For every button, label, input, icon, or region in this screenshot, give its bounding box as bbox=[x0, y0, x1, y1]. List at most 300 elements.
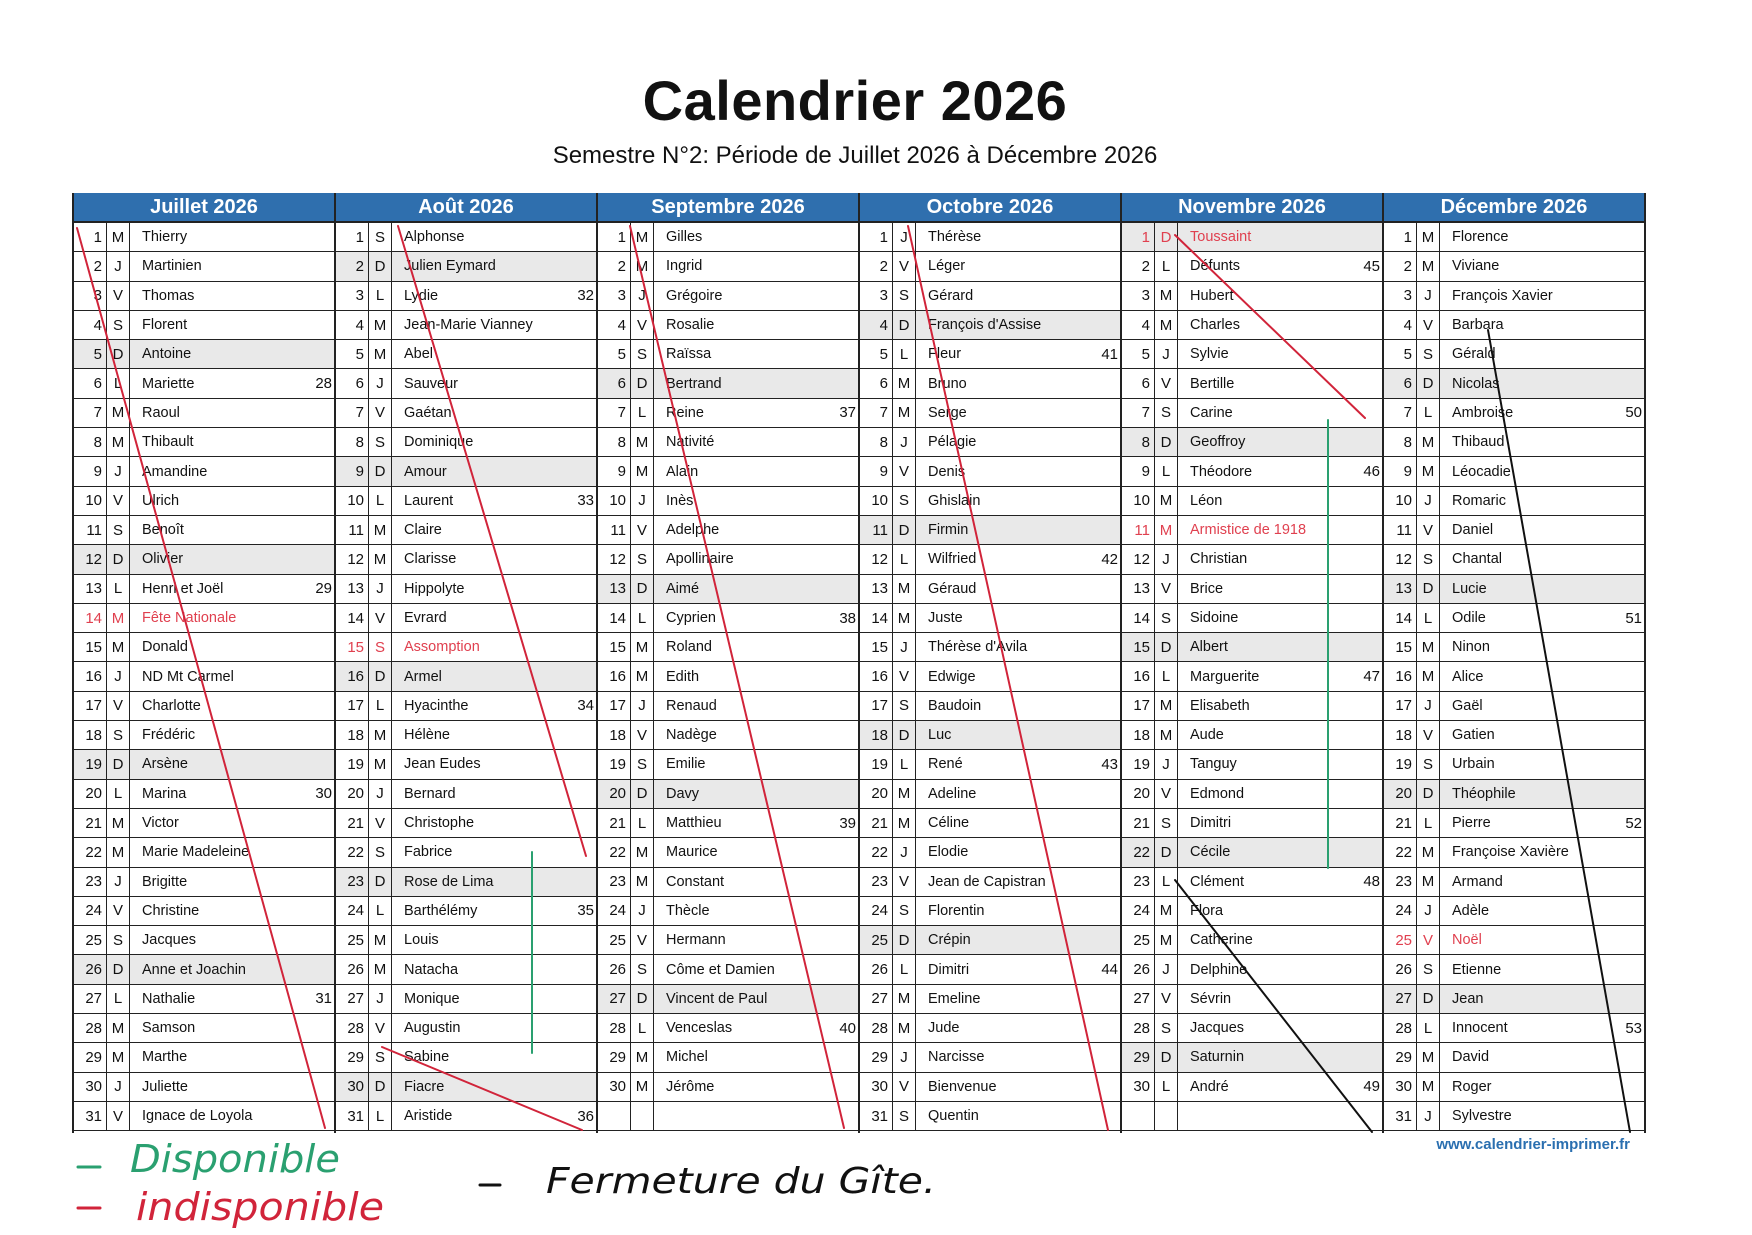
day-number: 26 bbox=[598, 955, 631, 983]
day-of-week: L bbox=[631, 604, 654, 632]
day-number: 19 bbox=[1384, 750, 1417, 778]
saint-name: Jean-Marie Vianney bbox=[404, 317, 533, 334]
day-of-week: J bbox=[631, 282, 654, 310]
day-number: 12 bbox=[598, 545, 631, 573]
saint-name: Sylvestre bbox=[1452, 1108, 1512, 1125]
day-number: 30 bbox=[860, 1073, 893, 1101]
day-of-week: D bbox=[369, 457, 392, 485]
day-of-week: M bbox=[369, 545, 392, 573]
day-of-week: L bbox=[1155, 252, 1178, 280]
day-number: 10 bbox=[598, 487, 631, 515]
day-of-week: M bbox=[1155, 897, 1178, 925]
saint-name: Léocadie bbox=[1452, 463, 1511, 480]
saint-name: Côme et Damien bbox=[666, 961, 775, 978]
day-number: 18 bbox=[598, 721, 631, 749]
day-of-week: D bbox=[893, 926, 916, 954]
day-number: 1 bbox=[74, 223, 107, 251]
saint-name: Barthélémy bbox=[404, 902, 478, 919]
day-number: 5 bbox=[860, 340, 893, 368]
saint-name: Armel bbox=[404, 668, 442, 685]
red-strike-nov bbox=[1175, 235, 1365, 418]
day-of-week: M bbox=[893, 809, 916, 837]
day-of-week: M bbox=[631, 838, 654, 866]
day-number: 10 bbox=[1122, 487, 1155, 515]
day-number: 16 bbox=[598, 662, 631, 690]
day-of-week: M bbox=[369, 721, 392, 749]
saint-name: Jacques bbox=[142, 932, 197, 949]
day-number: 14 bbox=[74, 604, 107, 632]
day-number: 5 bbox=[1122, 340, 1155, 368]
saint-name: Quentin bbox=[928, 1108, 979, 1125]
day-number: 7 bbox=[1122, 399, 1155, 427]
day-of-week: V bbox=[1155, 985, 1178, 1013]
day-number: 2 bbox=[598, 252, 631, 280]
day-number: 17 bbox=[1384, 692, 1417, 720]
saint-name: Ignace de Loyola bbox=[142, 1108, 253, 1125]
saint-name: Cécile bbox=[1190, 844, 1231, 861]
saint-name: Gatien bbox=[1452, 727, 1495, 744]
saint-name: Inès bbox=[666, 492, 694, 509]
day-of-week: V bbox=[369, 604, 392, 632]
day-number: 25 bbox=[860, 926, 893, 954]
month-header: Août 2026 bbox=[336, 193, 596, 223]
day-number: 11 bbox=[1122, 516, 1155, 544]
day-number: 4 bbox=[1384, 311, 1417, 339]
day-number: 1 bbox=[860, 223, 893, 251]
day-number: 22 bbox=[1384, 838, 1417, 866]
day-number: 19 bbox=[860, 750, 893, 778]
day-of-week: M bbox=[1155, 721, 1178, 749]
day-of-week: M bbox=[893, 1014, 916, 1042]
saint-name: Constant bbox=[666, 873, 725, 890]
day-number: 20 bbox=[74, 780, 107, 808]
day-number: 28 bbox=[598, 1014, 631, 1042]
saint-name: Crépin bbox=[928, 932, 971, 949]
week-number: 53 bbox=[1625, 1019, 1642, 1037]
green-lines bbox=[532, 420, 1328, 1053]
day-of-week: M bbox=[893, 369, 916, 397]
day-of-week: D bbox=[631, 369, 654, 397]
saint-name: Hubert bbox=[1190, 287, 1234, 304]
day-of-week: S bbox=[369, 428, 392, 456]
saint-name: Alice bbox=[1452, 668, 1484, 685]
saint-name: Louis bbox=[404, 932, 439, 949]
week-number: 30 bbox=[315, 785, 332, 803]
day-number: 23 bbox=[1122, 868, 1155, 896]
red-strike-aout-1 bbox=[398, 226, 586, 856]
day-of-week: M bbox=[1417, 428, 1440, 456]
saint-name: Evrard bbox=[404, 610, 447, 626]
day-of-week: M bbox=[893, 780, 916, 808]
day-of-week: V bbox=[893, 252, 916, 280]
saint-name: Michel bbox=[666, 1049, 708, 1066]
saint-name: Brigitte bbox=[142, 873, 188, 890]
saint-name: Dominique bbox=[404, 434, 474, 451]
day-of-week: S bbox=[631, 545, 654, 573]
day-number: 28 bbox=[860, 1014, 893, 1042]
day-of-week: M bbox=[107, 223, 130, 251]
saint-name: Roland bbox=[666, 639, 712, 656]
saint-name: Bertille bbox=[1190, 375, 1235, 392]
week-number: 40 bbox=[839, 1019, 856, 1037]
day-of-week: J bbox=[369, 985, 392, 1013]
day-of-week: M bbox=[369, 750, 392, 778]
week-number: 35 bbox=[577, 902, 594, 920]
saint-name: Wilfried bbox=[928, 551, 977, 568]
day-number: 3 bbox=[336, 282, 369, 310]
day-of-week: M bbox=[631, 457, 654, 485]
saint-name: Géraud bbox=[928, 580, 977, 597]
week-number: 47 bbox=[1363, 668, 1380, 686]
day-number: 28 bbox=[74, 1014, 107, 1042]
day-of-week: L bbox=[369, 692, 392, 720]
day-number: 6 bbox=[860, 369, 893, 397]
day-of-week: S bbox=[1155, 1014, 1178, 1042]
day-number: 21 bbox=[598, 809, 631, 837]
day-number: 5 bbox=[336, 340, 369, 368]
day-number: 7 bbox=[860, 399, 893, 427]
saint-name: Assomption bbox=[404, 639, 480, 656]
saint-name: Dimitri bbox=[1190, 815, 1232, 832]
saint-name: Amour bbox=[404, 463, 447, 480]
day-number: 17 bbox=[860, 692, 893, 720]
saint-name: Davy bbox=[666, 785, 700, 802]
day-of-week: M bbox=[631, 1073, 654, 1101]
day-number: 10 bbox=[860, 487, 893, 515]
day-of-week: V bbox=[107, 1102, 130, 1130]
day-of-week: V bbox=[631, 721, 654, 749]
red-strike-aout-2 bbox=[382, 1047, 582, 1130]
day-of-week: M bbox=[1417, 223, 1440, 251]
saint-name: Pierre bbox=[1452, 815, 1491, 832]
saint-name: Léon bbox=[1190, 492, 1223, 509]
day-of-week: M bbox=[1417, 457, 1440, 485]
week-number: 43 bbox=[1101, 755, 1118, 773]
day-of-week: J bbox=[893, 223, 916, 251]
black-strike-nov bbox=[1175, 880, 1372, 1132]
day-number: 16 bbox=[336, 662, 369, 690]
day-of-week: D bbox=[893, 721, 916, 749]
day-number: 30 bbox=[74, 1073, 107, 1101]
saint-name: Amandine bbox=[142, 463, 208, 480]
day-of-week: D bbox=[893, 311, 916, 339]
day-of-week: M bbox=[107, 1014, 130, 1042]
day-of-week: J bbox=[893, 1043, 916, 1071]
day-of-week: J bbox=[1155, 955, 1178, 983]
day-of-week: J bbox=[1155, 340, 1178, 368]
saint-name: Victor bbox=[142, 815, 179, 832]
day-number: 10 bbox=[336, 487, 369, 515]
day-of-week: L bbox=[631, 399, 654, 427]
saint-name: François Xavier bbox=[1452, 287, 1553, 304]
saint-name: Jean Eudes bbox=[404, 756, 481, 773]
day-number: 15 bbox=[336, 633, 369, 661]
day-of-week: M bbox=[1155, 282, 1178, 310]
day-of-week: M bbox=[107, 633, 130, 661]
day-number: 20 bbox=[1384, 780, 1417, 808]
day-number: 30 bbox=[598, 1073, 631, 1101]
week-number: 44 bbox=[1101, 961, 1118, 979]
saint-name: Sylvie bbox=[1190, 346, 1229, 363]
day-number: 9 bbox=[1384, 457, 1417, 485]
day-of-week: M bbox=[1417, 838, 1440, 866]
day-of-week: J bbox=[369, 369, 392, 397]
day-number: 1 bbox=[1122, 223, 1155, 251]
day-number: 23 bbox=[860, 868, 893, 896]
saint-name: Noël bbox=[1452, 932, 1482, 949]
page-title: Calendrier 2026 bbox=[642, 69, 1068, 132]
day-of-week: M bbox=[107, 809, 130, 837]
day-of-week: V bbox=[1417, 721, 1440, 749]
saint-name: Urbain bbox=[1452, 756, 1495, 773]
day-number: 24 bbox=[74, 897, 107, 925]
saint-name: Dimitri bbox=[928, 961, 970, 978]
day-of-week: J bbox=[1417, 487, 1440, 515]
week-number: 38 bbox=[839, 609, 856, 627]
saint-name: Chantal bbox=[1452, 551, 1502, 568]
day-number: 10 bbox=[74, 487, 107, 515]
week-number: 32 bbox=[577, 287, 594, 305]
day-number: 22 bbox=[598, 838, 631, 866]
day-number: 14 bbox=[1384, 604, 1417, 632]
month-header: Juillet 2026 bbox=[74, 193, 334, 223]
month-header: Novembre 2026 bbox=[1122, 193, 1382, 223]
day-of-week: M bbox=[1417, 662, 1440, 690]
day-number: 11 bbox=[598, 516, 631, 544]
day-number: 25 bbox=[1384, 926, 1417, 954]
saint-name: Gaétan bbox=[404, 404, 452, 421]
day-number: 3 bbox=[1122, 282, 1155, 310]
saint-name: Baudoin bbox=[928, 697, 982, 714]
day-of-week: V bbox=[1417, 311, 1440, 339]
saint-name: Elisabeth bbox=[1190, 697, 1250, 714]
day-of-week: V bbox=[107, 487, 130, 515]
saint-name: Tanguy bbox=[1190, 756, 1237, 773]
day-of-week: D bbox=[369, 868, 392, 896]
day-number: 9 bbox=[74, 457, 107, 485]
day-of-week: V bbox=[1155, 369, 1178, 397]
day-number: 30 bbox=[336, 1073, 369, 1101]
saint-name: Aude bbox=[1190, 727, 1224, 744]
day-of-week: V bbox=[631, 926, 654, 954]
saint-name: Armistice de 1918 bbox=[1190, 522, 1307, 539]
day-number: 17 bbox=[74, 692, 107, 720]
day-number: 27 bbox=[336, 985, 369, 1013]
week-number: 31 bbox=[315, 990, 332, 1008]
day-number: 15 bbox=[860, 633, 893, 661]
day-number: 14 bbox=[598, 604, 631, 632]
saint-name: Natacha bbox=[404, 961, 459, 978]
week-number: 52 bbox=[1625, 814, 1642, 832]
day-number: 22 bbox=[74, 838, 107, 866]
saint-name: Martinien bbox=[142, 258, 202, 275]
saint-name: Benoît bbox=[142, 522, 184, 539]
saint-name: Claire bbox=[404, 522, 442, 539]
saint-name: Lucie bbox=[1452, 580, 1487, 597]
month-header: Décembre 2026 bbox=[1384, 193, 1644, 223]
saint-name: Charles bbox=[1190, 317, 1240, 334]
day-number: 11 bbox=[860, 516, 893, 544]
day-number: 5 bbox=[598, 340, 631, 368]
day-of-week: L bbox=[893, 955, 916, 983]
day-number: 2 bbox=[336, 252, 369, 280]
day-of-week: M bbox=[1155, 692, 1178, 720]
day-of-week: M bbox=[893, 985, 916, 1013]
day-number: 20 bbox=[598, 780, 631, 808]
day-number: 6 bbox=[74, 369, 107, 397]
day-number: 13 bbox=[1384, 575, 1417, 603]
saint-name: Christian bbox=[1190, 551, 1248, 568]
day-of-week: L bbox=[1417, 809, 1440, 837]
day-number: 28 bbox=[1122, 1014, 1155, 1042]
saint-name: Nativité bbox=[666, 434, 715, 451]
day-number: 26 bbox=[336, 955, 369, 983]
saint-name: Alphonse bbox=[404, 229, 465, 246]
saint-name: Sauveur bbox=[404, 375, 459, 392]
day-of-week: J bbox=[107, 1073, 130, 1101]
day-number: 12 bbox=[1122, 545, 1155, 573]
day-number: 24 bbox=[1122, 897, 1155, 925]
saint-name: Nathalie bbox=[142, 990, 196, 1007]
day-of-week: V bbox=[893, 1073, 916, 1101]
day-number: 6 bbox=[1122, 369, 1155, 397]
day-number: 8 bbox=[1384, 428, 1417, 456]
day-number: 10 bbox=[1384, 487, 1417, 515]
day-of-week: L bbox=[1155, 662, 1178, 690]
saint-name: Antoine bbox=[142, 346, 192, 363]
day-of-week: S bbox=[1155, 399, 1178, 427]
saint-name: Bienvenue bbox=[928, 1078, 997, 1095]
week-number: 33 bbox=[577, 492, 594, 510]
saint-name: Armand bbox=[1452, 873, 1503, 890]
saint-name: Adelphe bbox=[666, 522, 720, 539]
week-number: 36 bbox=[577, 1107, 594, 1125]
day-of-week: J bbox=[893, 633, 916, 661]
day-of-week: D bbox=[369, 1073, 392, 1101]
day-of-week: M bbox=[893, 399, 916, 427]
day-of-week: S bbox=[369, 633, 392, 661]
saint-name: Flora bbox=[1190, 902, 1224, 919]
saint-name: Théophile bbox=[1452, 785, 1516, 802]
day-of-week: L bbox=[893, 545, 916, 573]
day-of-week: J bbox=[893, 838, 916, 866]
saint-name: Fabrice bbox=[404, 844, 453, 861]
saint-name: Edwige bbox=[928, 668, 976, 685]
day-of-week: S bbox=[893, 282, 916, 310]
saint-name: Romaric bbox=[1452, 492, 1506, 509]
day-of-week: S bbox=[1417, 750, 1440, 778]
saint-name: Thècle bbox=[666, 902, 710, 919]
saint-name: Carine bbox=[1190, 404, 1233, 421]
day-of-week: J bbox=[1155, 750, 1178, 778]
day-number: 21 bbox=[1122, 809, 1155, 837]
day-number: 29 bbox=[598, 1043, 631, 1071]
saint-name: Défunts bbox=[1190, 258, 1240, 275]
day-number: 4 bbox=[1122, 311, 1155, 339]
saint-name: Arsène bbox=[142, 756, 188, 773]
saint-name: André bbox=[1190, 1078, 1229, 1095]
saint-name: Léger bbox=[928, 258, 966, 275]
saint-name: Julien Eymard bbox=[404, 258, 496, 275]
day-number: 19 bbox=[74, 750, 107, 778]
day-of-week: L bbox=[107, 575, 130, 603]
day-of-week: D bbox=[1417, 369, 1440, 397]
day-of-week: J bbox=[107, 457, 130, 485]
saint-name: Renaud bbox=[666, 697, 717, 714]
day-number: 13 bbox=[860, 575, 893, 603]
day-of-week: J bbox=[893, 428, 916, 456]
saint-name: Gérald bbox=[1452, 346, 1496, 363]
saint-name: Roger bbox=[1452, 1078, 1492, 1095]
saint-name: Narcisse bbox=[928, 1049, 985, 1066]
day-number: 20 bbox=[860, 780, 893, 808]
day-number: 9 bbox=[860, 457, 893, 485]
day-number: 23 bbox=[336, 868, 369, 896]
day-number: 18 bbox=[1384, 721, 1417, 749]
red-strike-sept bbox=[630, 226, 844, 1128]
saint-name: Ninon bbox=[1452, 639, 1490, 656]
day-of-week: V bbox=[369, 1014, 392, 1042]
saint-name: Jean de Capistran bbox=[928, 873, 1046, 890]
day-number: 13 bbox=[74, 575, 107, 603]
day-number: 2 bbox=[860, 252, 893, 280]
day-of-week: V bbox=[893, 868, 916, 896]
saint-name: Ambroise bbox=[1452, 404, 1514, 421]
day-of-week: V bbox=[893, 457, 916, 485]
day-number: 18 bbox=[74, 721, 107, 749]
day-of-week: D bbox=[107, 750, 130, 778]
day-number: 25 bbox=[336, 926, 369, 954]
day-number: 21 bbox=[860, 809, 893, 837]
day-number: 2 bbox=[1122, 252, 1155, 280]
day-of-week: M bbox=[631, 633, 654, 661]
saint-name: Jérôme bbox=[666, 1078, 715, 1095]
day-of-week: L bbox=[1417, 399, 1440, 427]
day-of-week: M bbox=[1417, 1043, 1440, 1071]
day-number: 31 bbox=[860, 1102, 893, 1130]
saint-name: Olivier bbox=[142, 551, 184, 568]
day-number: 18 bbox=[860, 721, 893, 749]
day-of-week: M bbox=[107, 1043, 130, 1071]
day-of-week: M bbox=[631, 252, 654, 280]
saint-name: Edith bbox=[666, 668, 700, 685]
saint-name: Matthieu bbox=[666, 815, 722, 832]
day-number: 20 bbox=[1122, 780, 1155, 808]
day-of-week: S bbox=[1155, 809, 1178, 837]
day-of-week: S bbox=[107, 721, 130, 749]
saint-name: Grégoire bbox=[666, 287, 723, 304]
day-of-week: L bbox=[893, 750, 916, 778]
saint-name: Sidoine bbox=[1190, 610, 1239, 626]
day-number: 16 bbox=[74, 662, 107, 690]
day-of-week: M bbox=[107, 428, 130, 456]
saint-name: Gérard bbox=[928, 287, 974, 304]
day-number: 29 bbox=[74, 1043, 107, 1071]
website-link[interactable]: www.calendrier-imprimer.fr bbox=[1436, 1136, 1630, 1153]
day-number: 15 bbox=[598, 633, 631, 661]
day-number: 30 bbox=[1384, 1073, 1417, 1101]
saint-name: Ingrid bbox=[666, 258, 703, 275]
day-number: 19 bbox=[1122, 750, 1155, 778]
day-number: 25 bbox=[74, 926, 107, 954]
day-of-week: S bbox=[369, 838, 392, 866]
day-number: 15 bbox=[74, 633, 107, 661]
saint-name: Abel bbox=[404, 346, 434, 363]
day-of-week: S bbox=[369, 1043, 392, 1071]
day-number: 26 bbox=[1384, 955, 1417, 983]
saint-name: Augustin bbox=[404, 1020, 461, 1037]
day-number: 24 bbox=[1384, 897, 1417, 925]
